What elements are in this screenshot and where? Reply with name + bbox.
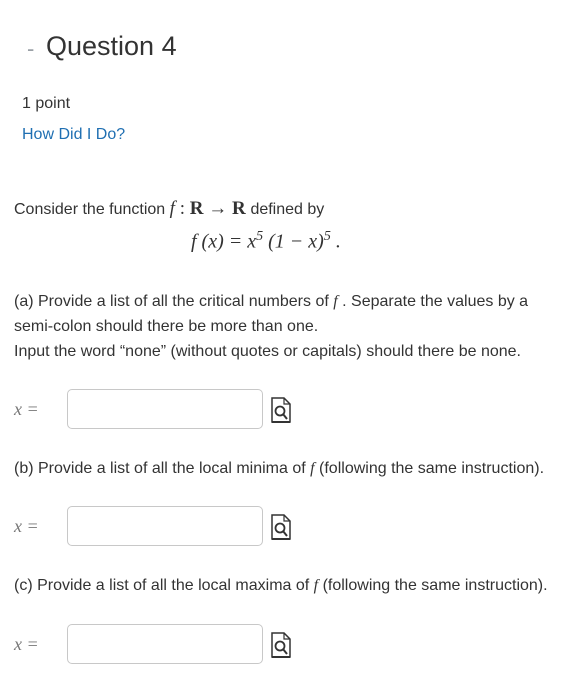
points-label: 1 point xyxy=(22,95,71,112)
formula-exp1: 5 xyxy=(256,229,264,244)
how-did-i-do-link[interactable]: How Did I Do? xyxy=(22,126,126,143)
part-a-instructions xyxy=(14,289,554,364)
function-formula xyxy=(191,229,341,254)
formula-mid: (1 − x) xyxy=(263,230,324,253)
preview-icon[interactable] xyxy=(271,514,291,540)
preview-icon[interactable] xyxy=(271,397,291,423)
formula-exp2: 5 xyxy=(323,229,331,244)
part-b-answer-input[interactable] xyxy=(67,506,263,546)
part-c-answer-input[interactable] xyxy=(67,624,263,664)
sig-f: f xyxy=(169,198,175,219)
defined-by-text: defined by xyxy=(250,201,325,218)
function-signature xyxy=(170,198,251,219)
part-c-var-label: x = xyxy=(14,634,39,654)
part-b-instructions xyxy=(14,456,554,481)
part-a-text-after: . Separate the values by a semi-colon should there be more than one. xyxy=(14,293,529,335)
preview-icon[interactable] xyxy=(271,632,291,658)
part-b-math: f xyxy=(310,460,315,477)
intro-text: Consider the function xyxy=(14,201,166,218)
formula-lhs: f (x) = x xyxy=(191,230,257,253)
part-c-instructions xyxy=(14,573,554,598)
part-a-answer-input[interactable] xyxy=(67,389,263,429)
part-c-math: f xyxy=(313,577,319,594)
part-b-text-after: (following the same instruction). xyxy=(319,460,545,477)
sig-codomain: R xyxy=(231,198,246,219)
collapse-marker[interactable]: - xyxy=(27,36,35,61)
sig-arrow: → xyxy=(203,198,232,219)
part-a-var-label: x = xyxy=(14,399,39,419)
problem-intro xyxy=(14,198,324,220)
part-a-text: (a) Provide a list of all the critical numbers of xyxy=(14,293,329,310)
part-a-math: f xyxy=(333,293,338,310)
question-title: Question 4 xyxy=(46,31,177,61)
part-c-text: (c) Provide a list of all the local maxima of xyxy=(14,577,310,594)
part-b-var-label: x = xyxy=(14,516,39,536)
part-c-text-after: (following the same instruction). xyxy=(322,577,548,594)
part-a-line2: Input the word “none” (without quotes or capitals) should there be none. xyxy=(14,343,521,360)
sig-colon: : xyxy=(174,198,190,219)
part-b-text: (b) Provide a list of all the local minima of xyxy=(14,460,306,477)
formula-end: . xyxy=(330,230,341,253)
sig-domain: R xyxy=(189,198,204,219)
